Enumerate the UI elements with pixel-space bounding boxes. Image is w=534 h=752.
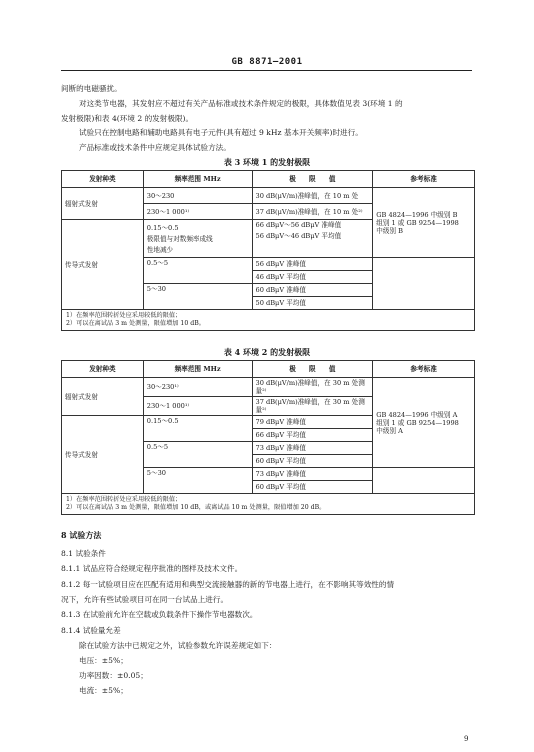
table3 (61, 170, 475, 331)
t4-cond-limit-1-line: 66 dBμV 平均值 (255, 431, 306, 439)
t3-cond-limit-3-line: 60 dBμV 准峰值 (253, 284, 373, 297)
para-line-4: 试验只在控制电路和辅助电路具有电子元件(具有超过 9 kHz 基本开关频率)时进行。 (79, 128, 363, 137)
t3-header-ref: 参考标准 (373, 171, 475, 188)
t3-note-2: 2）可以在离试品 3 m 处测量，限值增加 10 dB。 (66, 320, 205, 327)
t3-cond-limit-2-line: 56 dBμV 准峰值 (253, 258, 373, 271)
t3-cond-freq-2: 0.5～5 (143, 258, 252, 284)
t4-cond-freq-2: 0.5～5 (143, 442, 252, 468)
page-header: GB 8871—2001 (231, 57, 303, 67)
t3-cond-freq-1-line: 极限值与对数频率成线 (146, 234, 213, 243)
tolerance-current: 电流：±5%； (79, 686, 128, 695)
section-8-1-4: 8.1.4 试验量允差 (61, 626, 121, 635)
t3-cond-freq-1-line: 0.15～0.5 (146, 223, 179, 232)
t4-header-type: 发射种类 (62, 361, 144, 378)
t4-ref-line: GB 4824—1996 中级别 A (376, 410, 458, 419)
t4-cond-freq-1: 0.15～0.5 (143, 416, 252, 442)
section-8-1-1: 8.1.1 试品应符合经规定程序批准的图样及技术文件。 (61, 564, 243, 573)
table4 (61, 360, 475, 515)
section-8-1-2-line-1: 8.1.2 每一试验项目应在匹配有适用和典型交流接触器的新的节电器上进行，在不影响其等效性的情 (61, 580, 395, 589)
t4-note-2: 2）可以在离试品 3 m 处测量，限值增加 10 dB，或离试品 10 m 处测量，限值增加 20 dB。 (66, 504, 326, 511)
t4-notes (62, 494, 475, 515)
t4-rad-freq-2: 230～1 000¹⁾ (143, 397, 252, 416)
section-8-1: 8.1 试验条件 (61, 549, 106, 558)
t4-ref-line: 中级别 A (376, 426, 403, 435)
t4-cond-limit-2 (252, 442, 373, 468)
t4-ref-line: 组别 1 或 GB 9254—1998 (376, 418, 459, 427)
t4-cond-freq-3: 5～30 (143, 468, 252, 494)
t4-rad-freq-1: 30～230¹⁾ (143, 378, 252, 397)
t3-cond-limit-1-line: 66 dBμV～56 dBμV 准峰值 (255, 221, 342, 229)
t3-cond-limit-1 (252, 220, 373, 258)
t4-cond-type: 传导式发射 (62, 416, 144, 494)
t3-header-type: 发射种类 (62, 171, 144, 188)
t3-ref-line: GB 4824—1996 中级别 B (376, 210, 458, 219)
t3-cond-type: 传导式发射 (62, 220, 144, 310)
t4-cond-limit-2-line: 73 dBμV 准峰值 (253, 442, 373, 455)
table3-caption: 表 3 环境 1 的发射极限 (223, 157, 311, 167)
t4-note-1: 1）在频率范围转折处应采用较低的限值； (66, 496, 182, 503)
para-line-3: 发射极限)和表 4(环境 2 的发射极限)。 (61, 114, 194, 123)
t3-cond-limit-1-line: 56 dBμV～46 dBμV 平均值 (255, 232, 342, 240)
t4-cond-limit-3-line: 73 dBμV 准峰值 (253, 468, 373, 481)
t3-cond-limit-2 (252, 258, 373, 284)
t3-header-limit: 极 限 值 (252, 171, 373, 188)
t3-cond-limit-3-line: 50 dBμV 平均值 (255, 299, 306, 307)
t4-ref-empty (373, 468, 475, 494)
t3-rad-freq-1: 30～230 (143, 188, 252, 204)
t4-cond-limit-1 (252, 416, 373, 442)
para-line-1: 间断的电磁骚扰。 (61, 84, 122, 93)
t4-cond-limit-1-line: 79 dBμV 准峰值 (253, 416, 373, 429)
t3-note-1: 1）在频率范围转折处应采用较低的限值； (66, 312, 182, 319)
t3-ref-line: 中级别 B (376, 226, 403, 235)
tolerance-power-factor: 功率因数：±0.05； (79, 671, 148, 680)
t4-rad-type: 辐射式发射 (62, 378, 144, 416)
section-8-1-4-text: 除在试验方法中已规定之外，试验参数允许误差规定如下： (79, 641, 277, 650)
t4-header-freq: 频率范围 MHz (143, 361, 252, 378)
t4-header-ref: 参考标准 (373, 361, 475, 378)
t3-rad-limit-2: 37 dB(μV/m)准峰值，在 10 m 处²⁾ (252, 204, 373, 220)
t3-rad-freq-2: 230～1 000¹⁾ (143, 204, 252, 220)
t3-header-freq: 频率范围 MHz (143, 171, 252, 188)
t3-ref-empty (373, 258, 475, 310)
t4-cond-limit-2-line: 60 dBμV 平均值 (255, 457, 306, 465)
t4-rad-limit-1: 30 dB(μV/m)准峰值，在 30 m 处测量²⁾ (252, 378, 373, 397)
section-8-1-3: 8.1.3 在试验前允许在空载或负载条件下操作节电器数次。 (61, 610, 258, 619)
t4-ref (373, 378, 475, 468)
t3-cond-limit-2-line: 46 dBμV 平均值 (255, 273, 306, 281)
section-8-1-2-line-2: 况下，允许有些试验项目可在同一台试品上进行。 (61, 595, 229, 604)
t3-cond-freq-3: 5～30 (143, 284, 252, 310)
t3-ref (373, 188, 475, 258)
t4-cond-limit-3-line: 60 dBμV 平均值 (255, 483, 306, 491)
t4-rad-limit-2: 37 dB(μV/m)准峰值，在 30 m 处测量²⁾ (252, 397, 373, 416)
t3-cond-freq-1 (143, 220, 252, 258)
t3-cond-freq-1-line: 性地减少 (146, 245, 174, 254)
t3-ref-line: 组别 1 或 GB 9254—1998 (376, 218, 459, 227)
header-rule (61, 70, 472, 71)
t3-rad-type: 辐射式发射 (62, 188, 144, 220)
page-number: 9 (464, 735, 469, 743)
table4-caption: 表 4 环境 2 的发射极限 (223, 347, 311, 357)
section-8-title: 8 试验方法 (61, 530, 102, 540)
t3-rad-limit-1: 30 dB(μV/m)准峰值，在 10 m 处 (252, 188, 373, 204)
para-line-2: 对这类节电器，其发射应不超过有关产品标准或技术条件规定的极限，具体数值见表 3(环境 1 的 (79, 99, 403, 108)
tolerance-voltage: 电压：±5%； (79, 656, 128, 665)
t3-notes (62, 310, 475, 331)
para-line-5: 产品标准或技术条件中应规定具体试验方法。 (79, 143, 231, 152)
t4-header-limit: 极 限 值 (252, 361, 373, 378)
t4-cond-limit-3 (252, 468, 373, 494)
t3-cond-limit-3 (252, 284, 373, 310)
